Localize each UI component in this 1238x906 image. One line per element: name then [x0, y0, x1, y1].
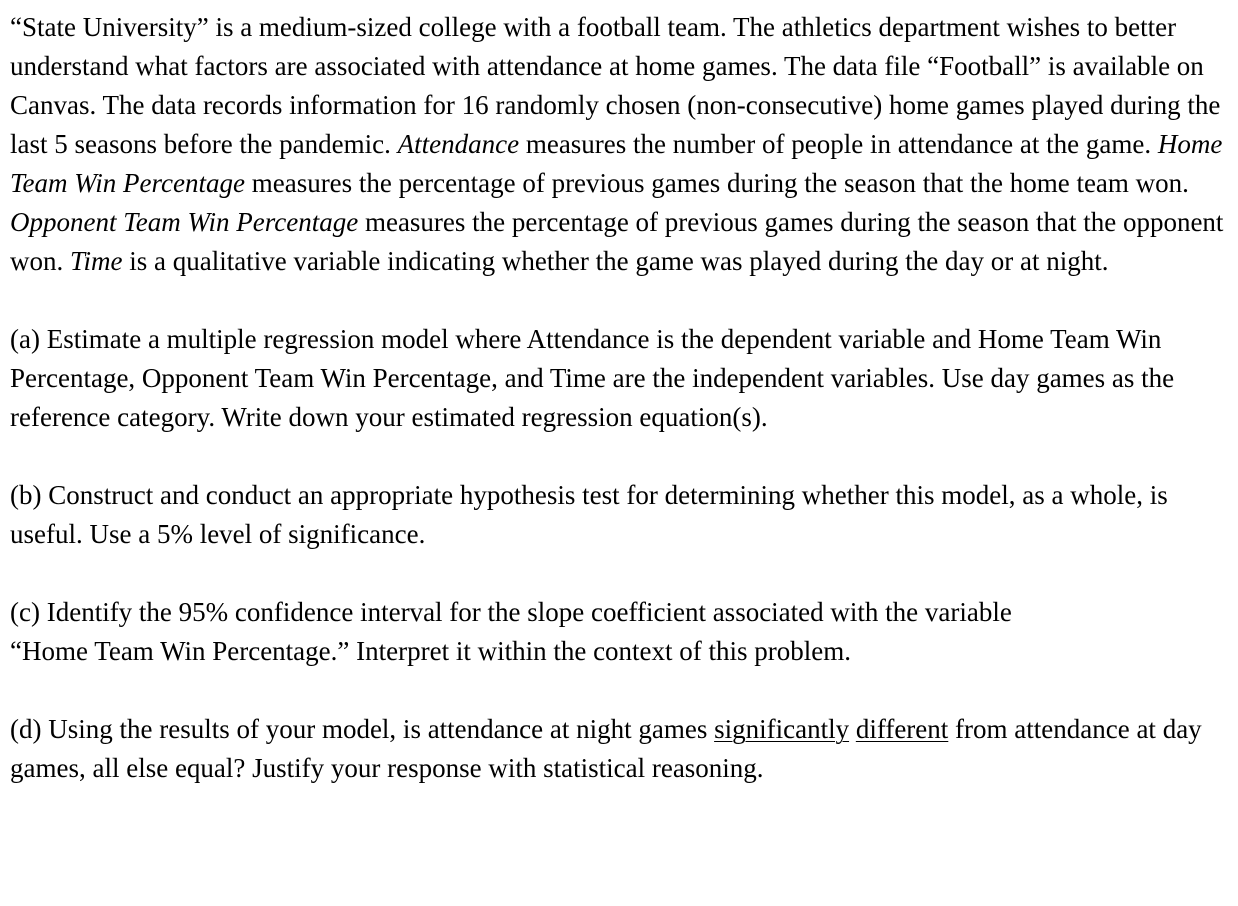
intro-text-4: measures the percentage of previous games during the season that the opponent won. [10, 207, 1224, 276]
underlined-different: different [855, 714, 949, 744]
question-a: (a) Estimate a multiple regression model where Attendance is the dependent variable and Home Team Win Percentage, Opponent Team Win Percentage, and Time are the independent variables. Use day games as the reference category. Write down your estimated regression equation(s). [10, 324, 1175, 432]
intro-text-2: measures the number of people in attendance at the game. [519, 129, 1158, 159]
intro-text-1: “State University” is a medium-sized college with a football team. The athletics department wishes to better understand what factors are associated with attendance at home games. The data file “Football” is available on Canvas. The data records information for 16 randomly chosen (non-consecutive) home games played during the last 5 seasons before the pandemic. [10, 12, 1221, 159]
underlined-significantly: significantly [714, 714, 850, 744]
question-c [10, 593, 1232, 671]
variable-time: Time [70, 246, 123, 276]
variable-opponent-team-win-percentage: Opponent Team Win Percentage [10, 207, 359, 237]
document-body [10, 8, 1232, 788]
intro-paragraph [10, 8, 1232, 281]
intro-text-3: measures the percentage of previous games during the season that the home team won. [244, 168, 1189, 198]
question-b: (b) Construct and conduct an appropriate hypothesis test for determining whether this model, as a whole, is useful. Use a 5% level of significance. [10, 480, 1168, 549]
question-c-line-2: “Home Team Win Percentage.” Interpret it within the context of this problem. [10, 636, 852, 666]
question-c-line-1: (c) Identify the 95% confidence interval for the slope coefficient associated with the variable [10, 597, 1012, 627]
question-d [10, 710, 1232, 788]
variable-attendance: Attendance [397, 129, 520, 159]
question-d-text-1: (d) Using the results of your model, is attendance at night games [10, 714, 715, 744]
question-d-text-2: from attendance at day games, all else equal? Justify your response with statistical reasoning. [10, 714, 1202, 783]
variable-home-team-win-percentage: Home Team Win Percentage [10, 129, 1223, 198]
intro-text-5: is a qualitative variable indicating whether the game was played during the day or at night. [122, 246, 1109, 276]
